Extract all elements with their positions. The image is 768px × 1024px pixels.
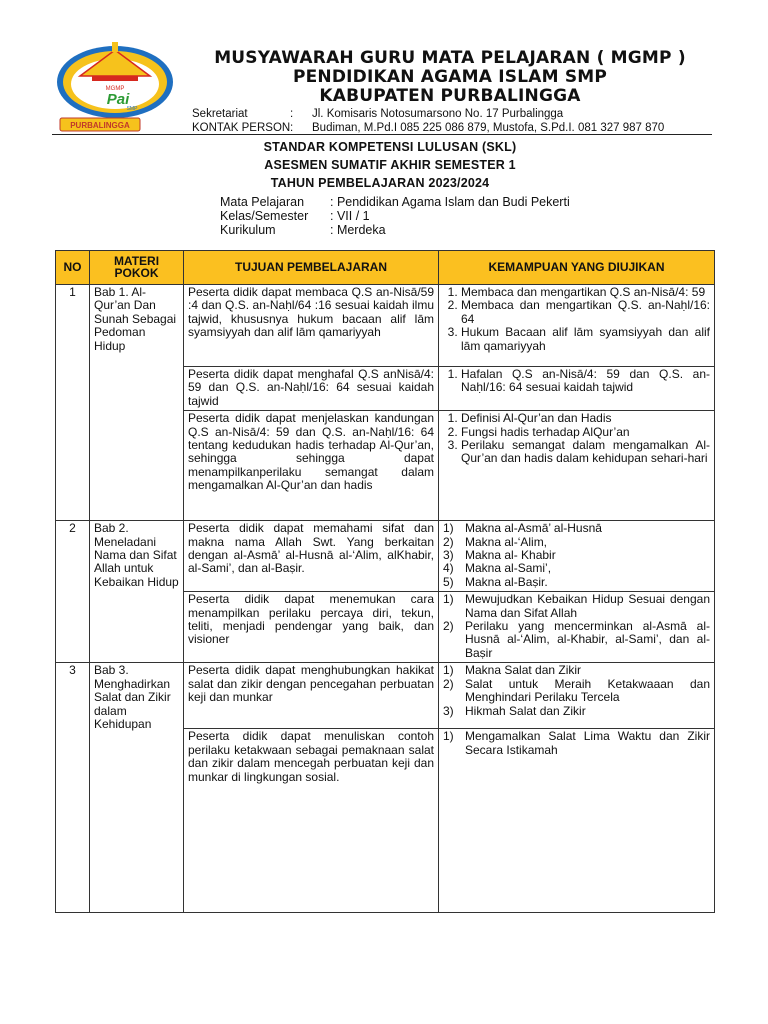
row-tujuan: Peserta didik dapat menemukan cara menampilkan perilaku percaya diri, tekun, teliti, menjadi pendengar yang baik, dan visioner <box>184 592 439 663</box>
list-item: 2. Fungsi hadis terhadap AlQur’an <box>461 426 710 439</box>
col-header-no: NO <box>56 251 90 285</box>
kemampuan-list <box>443 368 710 395</box>
row-materi: Bab 2. Meneladani Nama dan Sifat Allah untuk Kebaikan Hidup <box>90 521 184 663</box>
row-kemampuan <box>439 285 715 367</box>
header-line-3: KABUPATEN PURBALINGGA <box>319 86 581 106</box>
row-tujuan: Peserta didik dapat menghafal Q.S anNisā/4: 59 dan Q.S. an-Naḥl/16: 64 sesuai kaidah tajwid <box>184 367 439 411</box>
kemampuan-list <box>443 730 710 757</box>
contact-value: Budiman, M.Pd.I 085 225 086 879, Mustofa, S.Pd.I. 081 327 987 870 <box>312 122 665 134</box>
doc-title-1: STANDAR KOMPETENSI LULUSAN (SKL) <box>263 140 517 154</box>
row-tujuan: Peserta didik dapat memahami sifat dan makna nama Allah Swt. Yang berkaitan dengan al-Asmā’ al-Husnā al-‘Alim, alKhabir, al-Sami’, dan al-Baṣir. <box>184 521 439 592</box>
row-kemampuan <box>439 729 715 913</box>
svg-text:SMP: SMP <box>126 106 138 112</box>
table-row <box>56 663 715 729</box>
list-item: 3) Makna al- Khabir <box>443 548 556 563</box>
list-item: 1. Hafalan Q.S an-Nisā/4: 59 dan Q.S. an-Naḥl/16: 64 sesuai kaidah tajwid <box>461 368 710 395</box>
svg-text:Pai: Pai <box>106 91 130 108</box>
contact-value: Jl. Komisaris Notosumarsono No. 17 Purbalingga <box>312 108 564 120</box>
contact-person <box>192 121 664 135</box>
meta-curriculum <box>220 223 386 237</box>
meta-value: : Pendidikan Agama Islam dan Budi Pekerti <box>330 195 570 209</box>
list-item: 4) Makna al-Sami’, <box>443 561 552 576</box>
contact-label: Sekretariat <box>192 108 248 120</box>
svg-text:PURBALINGGA: PURBALINGGA <box>70 121 130 130</box>
row-kemampuan <box>439 411 715 521</box>
row-materi: Bab 3. Menghadirkan Salat dan Zikir dalam Kehidupan <box>90 663 184 913</box>
row-no: 1 <box>56 285 90 521</box>
row-no: 2 <box>56 521 90 663</box>
list-item: 1) Makna al-Asmā’ al-Husnā <box>443 521 602 536</box>
list-item: 1. Membaca dan mengartikan Q.S an-Nisā/4: 59 <box>461 286 710 299</box>
contact-sep: : <box>290 108 294 120</box>
list-item: 5) Makna al-Baṣir. <box>443 574 548 589</box>
mgmp-logo <box>52 38 178 134</box>
list-item: 1. Definisi Al-Qur’an dan Hadis <box>461 412 710 425</box>
row-kemampuan <box>439 367 715 411</box>
row-tujuan: Peserta didik dapat menjelaskan kandungan Q.S an-Nisā/4: 59 dan Q.S. an-Naḥl/16: 64 tentang kedudukan hadis terhadap Al-Qur’an, sehingga sehingga dapat menampilkanperilaku semangat dalam mengamalkan Al-Qur’an dan hadis <box>184 411 439 521</box>
row-kemampuan <box>439 521 715 592</box>
list-item: 3. Perilaku semangat dalam mengamalkan Al-Qur’an dan hadis dalam kehidupan sehari-hari <box>461 439 710 466</box>
table-header-row <box>56 251 715 285</box>
meta-label: Mata Pelajaran <box>220 195 305 209</box>
list-item: 1) Mewujudkan Kebaikan Hidup Sesuai dengan Nama dan Sifat Allah <box>443 592 710 620</box>
header-divider <box>52 134 712 135</box>
meta-value: : Merdeka <box>330 223 386 237</box>
list-item: 1) Mengamalkan Salat Lima Waktu dan Zikir Secara Istikamah <box>443 729 710 757</box>
contact-label: KONTAK PERSON <box>192 122 291 134</box>
table-row <box>56 285 715 367</box>
doc-title-3: TAHUN PEMBELAJARAN 2023/2024 <box>270 176 490 190</box>
meta-value: : VII / 1 <box>330 209 370 223</box>
contact-secretariat <box>192 107 563 121</box>
col-header-tujuan: TUJUAN PEMBELAJARAN <box>184 251 439 285</box>
meta-class <box>220 209 370 223</box>
row-materi: Bab 1. Al-Qur’an Dan Sunah Sebagai Pedoman Hidup <box>90 285 184 521</box>
kemampuan-list <box>443 593 710 660</box>
list-item: 3. Hukum Bacaan alif lām syamsiyyah dan alif lām qamariyyah <box>461 326 710 353</box>
meta-label: Kurikulum <box>220 223 276 237</box>
meta-subject <box>220 195 570 209</box>
row-kemampuan <box>439 663 715 729</box>
col-header-kemampuan: KEMAMPUAN YANG DIUJIKAN <box>439 251 715 285</box>
header-line-1: MUSYAWARAH GURU MATA PELAJARAN ( MGMP ) <box>214 48 686 68</box>
col-header-materi: MATERI POKOK <box>90 251 184 285</box>
meta-label: Kelas/Semester <box>220 209 309 223</box>
list-item: 2) Salat untuk Meraih Ketakwaaan dan Menghindari Perilaku Tercela <box>443 676 710 705</box>
kemampuan-list <box>443 522 710 589</box>
table-row <box>56 521 715 592</box>
list-item: 3) Hikmah Salat dan Zikir <box>443 703 586 718</box>
contact-sep: : <box>290 122 294 134</box>
row-kemampuan <box>439 592 715 663</box>
list-item: 1) Makna Salat dan Zikir <box>443 663 582 678</box>
row-tujuan: Peserta didik dapat membaca Q.S an-Nisā/59 :4 dan Q.S. an-Naḥl/64 :16 sesuai kaidah ilmu tajwid, khususnya hukum bacaan alif lām syamsiyyah dan alif lām qamariyyah <box>184 285 439 367</box>
skl-table <box>55 250 715 913</box>
list-item: 2. Membaca dan mengartikan Q.S. an-Naḥl/16: 64 <box>461 299 710 326</box>
row-tujuan: Peserta didik dapat menuliskan contoh perilaku ketakwaan sebagai pemaknaan salat dan zikir dalam mencegah perbuatan keji dan munkar di lingkungan sosial. <box>184 729 439 913</box>
doc-title-2: ASESMEN SUMATIF AKHIR SEMESTER 1 <box>264 158 516 172</box>
row-tujuan: Peserta didik dapat menghubungkan hakikat salat dan zikir dengan pencegahan perbuatan keji dan munkar <box>184 663 439 729</box>
kemampuan-list <box>443 286 710 353</box>
list-item: 2) Perilaku yang mencerminkan al-Asmā al-Husnā al-‘Alim, al-Khabir, al-Sami’, dan al-Baṣir <box>443 619 710 660</box>
kemampuan-list <box>443 664 710 718</box>
svg-text:MGMP: MGMP <box>105 86 125 92</box>
kemampuan-list <box>443 412 710 466</box>
header-line-2: PENDIDIKAN AGAMA ISLAM SMP <box>292 67 608 87</box>
row-no: 3 <box>56 663 90 913</box>
list-item: 2) Makna al-‘Alim, <box>443 534 548 549</box>
